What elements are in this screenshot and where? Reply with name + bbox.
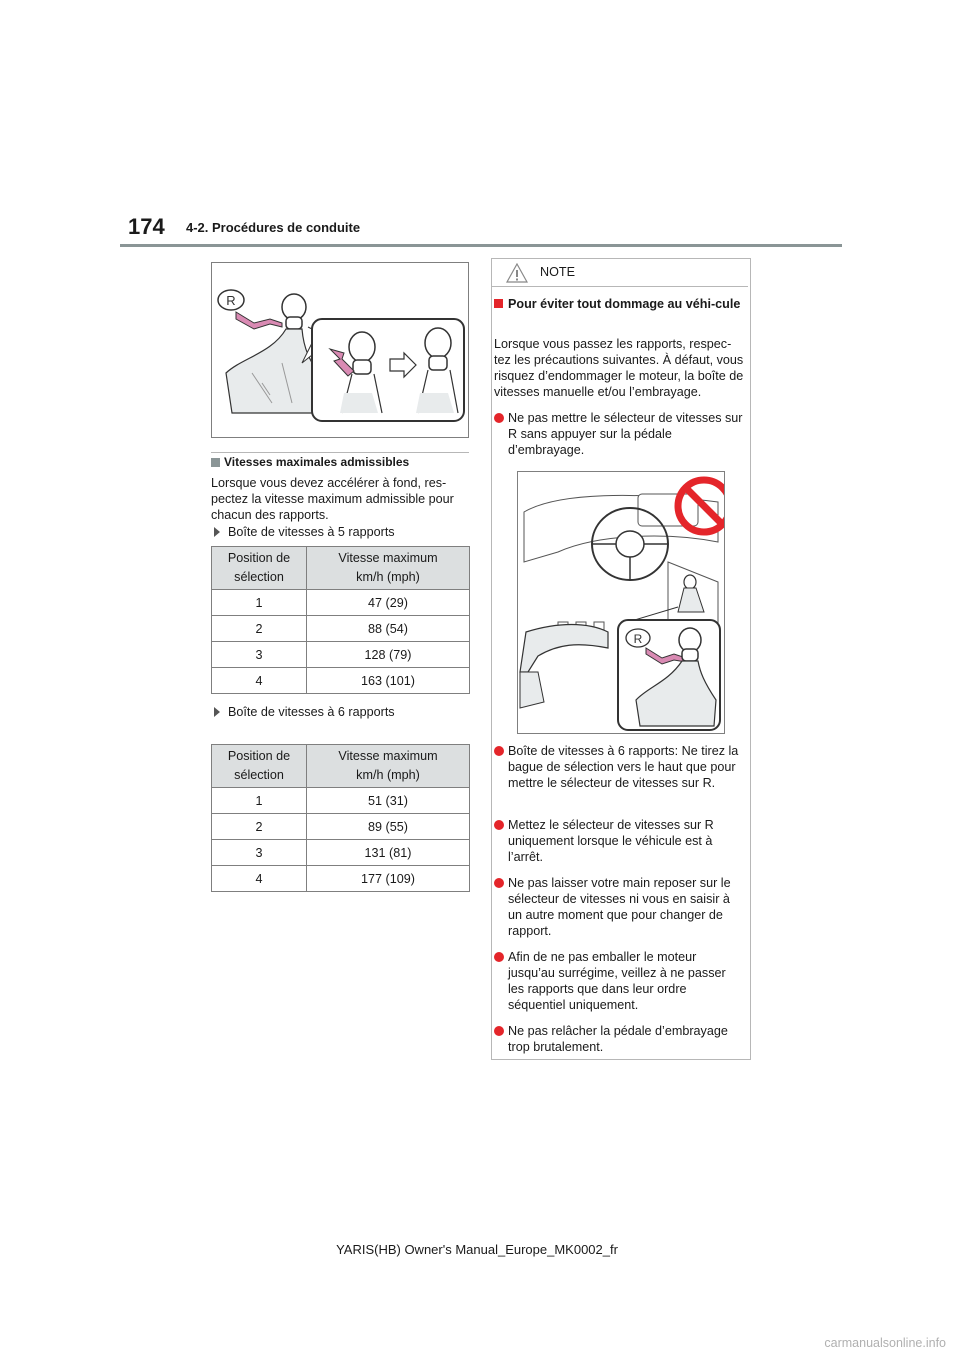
note-header: [492, 259, 748, 287]
table-cell-gear: 1: [212, 788, 307, 814]
table-cell-speed: 163 (101): [307, 668, 470, 694]
table-row: [212, 840, 470, 866]
footer-text: YARIS(HB) Owner's Manual_Europe_MK0002_fr: [336, 1242, 618, 1257]
table-cell-gear: 4: [212, 668, 307, 694]
gearbox6-label: [211, 705, 395, 719]
table-cell-gear: 3: [212, 840, 307, 866]
table-cell-speed: 177 (109): [307, 866, 470, 892]
max-speed-heading: [211, 455, 409, 469]
table-cell-speed: 47 (29): [307, 590, 470, 616]
note-item: Boîte de vitesses à 6 rapports: Ne tirez la bague de sélection vers le haut que pour mettre le sélecteur de vitesses sur R.: [494, 743, 744, 791]
table-row: [212, 814, 470, 840]
circle-bullet-icon: [494, 952, 504, 962]
gearbox5-table: [211, 546, 470, 694]
table-row: [212, 668, 470, 694]
note-subheading-text: Pour éviter tout dommage au véhi-cule: [508, 297, 741, 311]
table-row: [212, 866, 470, 892]
note-item: Ne pas laisser votre main reposer sur le sélecteur de vitesses ni vous en saisir à un autre moment que pour changer de rapport.: [494, 875, 744, 939]
warning-triangle-icon: [506, 263, 528, 283]
table-row: [212, 616, 470, 642]
triangle-bullet-icon: [214, 707, 220, 717]
table-cell-speed: 89 (55): [307, 814, 470, 840]
table-cell-speed: 128 (79): [307, 642, 470, 668]
table-cell-gear: 2: [212, 814, 307, 840]
gearbox6-table: [211, 744, 470, 892]
note-item: Ne pas relâcher la pédale d’embrayage trop brutalement.: [494, 1023, 744, 1055]
table-cell-gear: 1: [212, 590, 307, 616]
page-footer: [0, 1242, 960, 1257]
section-rule: [211, 452, 469, 453]
circle-bullet-icon: [494, 746, 504, 756]
note-label: NOTE: [540, 265, 575, 279]
table-cell-gear: 2: [212, 616, 307, 642]
square-bullet-icon: [494, 299, 503, 308]
note-item: Mettez le sélecteur de vitesses sur R uniquement lorsque le véhicule est à l’arrêt.: [494, 817, 744, 865]
dashboard-illustration: [518, 472, 724, 733]
note-item: Ne pas mettre le sélecteur de vitesses sur R sans appuyer sur la pédale d’embrayage.: [494, 410, 744, 458]
table-header-row: [212, 547, 470, 590]
r-badge-letter: R: [226, 293, 236, 308]
table-cell-gear: 4: [212, 866, 307, 892]
pull-arrow-icon: [236, 312, 282, 329]
watermark: carmanualsonline.info: [824, 1336, 946, 1350]
note-item: Afin de ne pas emballer le moteur jusqu’au surrégime, veillez à ne passer les rapports que dans leur ordre séquentiel uniquement.: [494, 949, 744, 1013]
table-row: [212, 642, 470, 668]
table-row: [212, 788, 470, 814]
table-cell-speed: 131 (81): [307, 840, 470, 866]
square-bullet-icon: [211, 458, 220, 467]
max-speed-intro: Lorsque vous devez accélérer à fond, res-pectez la vitesse maximum admissible pour chacun des rapports.: [211, 476, 454, 522]
table-header-speed: Vitesse maximum km/h (mph): [307, 745, 470, 788]
table-cell-speed: 88 (54): [307, 616, 470, 642]
table-header-position: Position de sélection: [212, 745, 307, 788]
circle-bullet-icon: [494, 1026, 504, 1036]
triangle-bullet-icon: [214, 527, 220, 537]
header-rule: [120, 244, 842, 247]
gearbox5-label: [211, 525, 395, 539]
table-header-speed: Vitesse maximum km/h (mph): [307, 547, 470, 590]
table-row: [212, 590, 470, 616]
circle-bullet-icon: [494, 878, 504, 888]
circle-bullet-icon: [494, 820, 504, 830]
gear-boot: [226, 329, 324, 413]
note-intro: Lorsque vous passez les rapports, respec-tez les précautions suivantes. À défaut, vous risquez d’endommager le moteur, la boîte de vitesses manuelle et/ou l’embrayage.: [494, 337, 744, 399]
gear-shift-illustration: [212, 263, 468, 437]
table-cell-gear: 3: [212, 642, 307, 668]
gear-knob-icon: [282, 294, 306, 320]
note-subheading: [494, 296, 744, 312]
table-header-row: [212, 745, 470, 788]
table-header-position: Position de sélection: [212, 547, 307, 590]
gearbox5-label-text: Boîte de vitesses à 5 rapports: [228, 525, 395, 539]
dashboard-figure: [517, 471, 725, 734]
page-number: 174: [128, 214, 165, 239]
circle-bullet-icon: [494, 413, 504, 423]
gear-shift-figure: [211, 262, 469, 438]
table-cell-speed: 51 (31): [307, 788, 470, 814]
gearbox6-label-text: Boîte de vitesses à 6 rapports: [228, 705, 395, 719]
section-title: 4-2. Procédures de conduite: [186, 220, 361, 235]
max-speed-heading-text: Vitesses maximales admissibles: [224, 455, 410, 469]
r-badge-letter: R: [633, 632, 643, 646]
